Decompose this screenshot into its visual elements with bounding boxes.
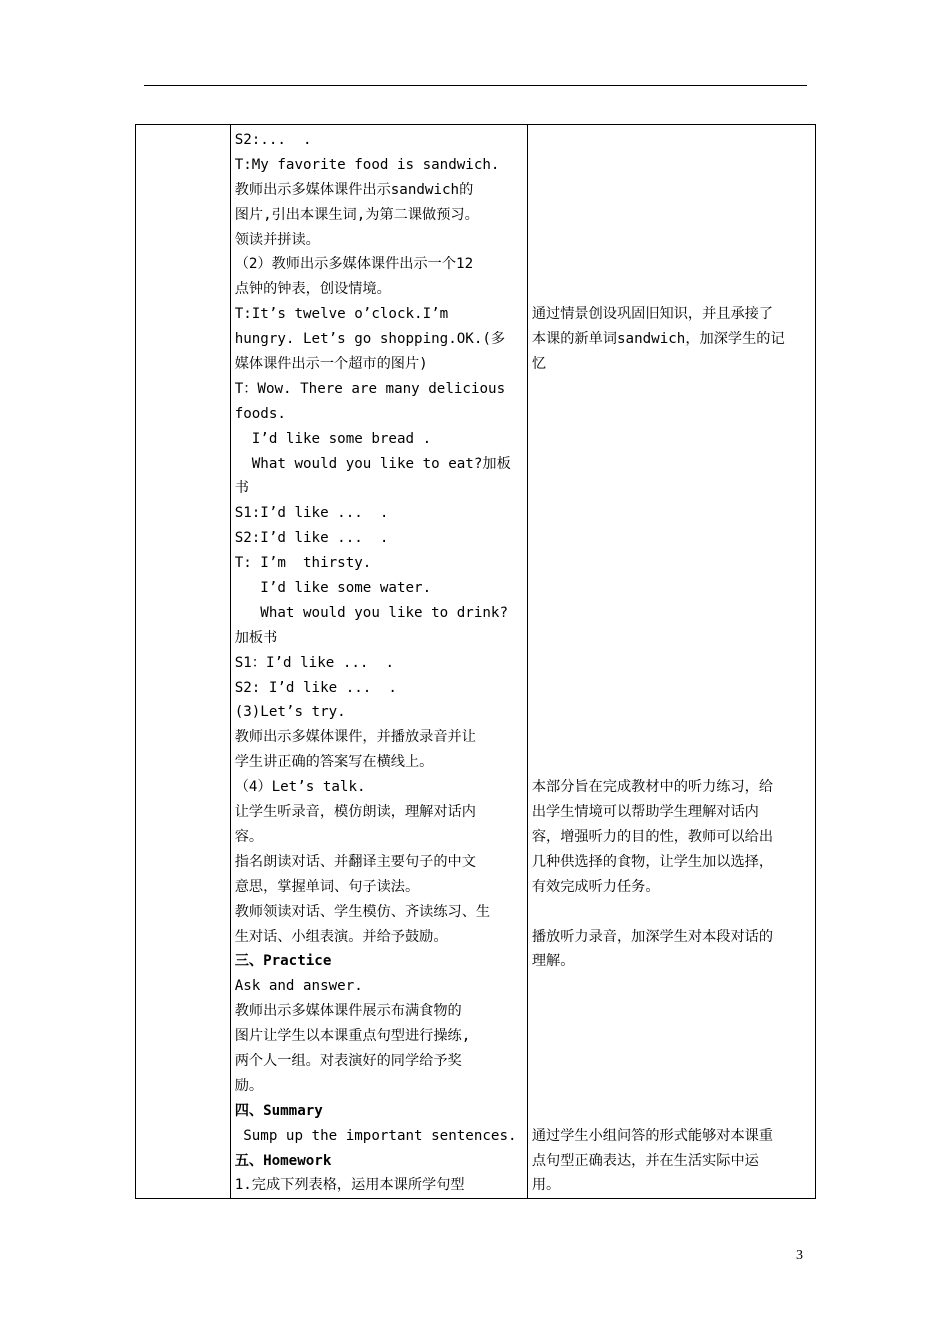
purpose-line: 有效完成听力任务。	[531, 878, 660, 895]
activity-line: What would you like to eat?加板	[234, 455, 511, 472]
activity-line: 图片,引出本课生词,为第二课做预习。	[234, 206, 479, 223]
purpose-line: 出学生情境可以帮助学生理解对话内	[531, 804, 759, 821]
activity-text	[231, 125, 527, 1198]
page-number: 3	[796, 1248, 803, 1263]
activity-line: 教师出示多媒体课件出示sandwich的	[234, 181, 474, 198]
purpose-line: 通过学生小组问答的形式能够对本课重	[531, 1127, 774, 1144]
activity-line: 1.完成下列表格，运用本课所学句型	[234, 1177, 465, 1194]
activity-line: 领读并拼读。	[234, 231, 320, 248]
activity-line: 让学生听录音，模仿朗读，理解对话内	[234, 804, 476, 821]
activity-line: 容。	[234, 828, 264, 845]
section-heading: 三、Practice	[234, 953, 332, 970]
activity-line: (3)Let’s try.	[234, 704, 346, 721]
activity-line: 点钟的钟表，创设情境。	[234, 281, 391, 298]
purpose-line: 通过情景创设巩固旧知识，并且承接了	[531, 306, 774, 323]
activity-line: 两个人一组。对表演好的同学给予奖	[234, 1052, 462, 1069]
section-heading: 四、Summary	[234, 1102, 323, 1119]
stage-cell	[136, 125, 231, 1199]
activity-line: T:My favorite food is sandwich.	[234, 156, 500, 173]
purpose-note	[532, 925, 815, 975]
activity-line: T:It’s twelve o’clock.I’m	[234, 306, 449, 323]
activity-line: （4）Let’s talk.	[234, 779, 366, 796]
purpose-text	[528, 125, 815, 1198]
activity-line: Ask and answer.	[234, 978, 363, 995]
activity-line: S1：I’d like ... .	[234, 654, 395, 671]
purpose-line: 容，增强听力的目的性，教师可以给出	[531, 828, 774, 845]
activity-line: S2: I’d like ... .	[234, 679, 397, 696]
activity-line: 生对话、小组表演。并给予鼓励。	[234, 928, 448, 945]
purpose-cell	[527, 125, 815, 1199]
activity-line: S2:I’d like ... .	[234, 530, 389, 547]
table-row	[136, 125, 816, 1199]
activity-line: 图片让学生以本课重点句型进行操练,	[234, 1028, 471, 1045]
purpose-line: 点句型正确表达，并在生活实际中运	[531, 1152, 759, 1169]
activity-line: 学生讲正确的答案写在横线上。	[234, 754, 434, 771]
activity-line: I’d like some water.	[234, 580, 432, 597]
activity-line: S1:I’d like ... .	[234, 505, 389, 522]
purpose-line: 用。	[531, 1177, 561, 1194]
purpose-line: 忆	[531, 356, 547, 373]
purpose-note	[532, 775, 815, 899]
activity-line: 教师出示多媒体课件，并播放录音并让	[234, 729, 476, 746]
activity-line: 指名朗读对话、并翻译主要句子的中文	[234, 853, 476, 870]
activity-line: 意思，掌握单词、句子读法。	[234, 878, 420, 895]
purpose-note	[532, 302, 815, 377]
activity-line: 书	[234, 480, 249, 497]
activity-line: 媒体课件出示一个超市的图片)	[234, 356, 428, 373]
purpose-note	[532, 1124, 815, 1199]
activity-line: foods.	[234, 405, 286, 422]
activity-cell	[230, 125, 527, 1199]
activity-line: S2:... .	[234, 132, 312, 148]
activity-line: 励。	[234, 1077, 264, 1094]
purpose-line: 理解。	[531, 953, 575, 970]
activity-line: I’d like some bread .	[234, 430, 432, 447]
activity-line: 教师领读对话、学生模仿、齐读练习、生	[234, 903, 491, 920]
activity-line: （2）教师出示多媒体课件出示一个12	[234, 256, 474, 273]
activity-line: 教师出示多媒体课件展示布满食物的	[234, 1003, 462, 1020]
lesson-plan-table	[135, 124, 816, 1199]
activity-line: 加板书	[234, 629, 278, 646]
purpose-line: 本部分旨在完成教材中的听力练习，给	[531, 779, 774, 796]
section-heading: 五、Homework	[234, 1152, 332, 1169]
purpose-line: 播放听力录音，加深学生对本段对话的	[531, 928, 774, 945]
activity-line: T：Wow. There are many delicious	[234, 380, 506, 397]
purpose-line: 几种供选择的食物，让学生加以选择，	[531, 853, 774, 870]
activity-line: hungry. Let’s go shopping.OK.(多	[234, 331, 506, 348]
activity-line: What would you like to drink?	[234, 604, 509, 621]
activity-line: Sump up the important sentences.	[234, 1127, 517, 1144]
header-rule	[144, 85, 807, 86]
purpose-line: 本课的新单词sandwich，加深学生的记	[531, 331, 785, 348]
activity-line: T: I’m thirsty.	[234, 555, 372, 572]
